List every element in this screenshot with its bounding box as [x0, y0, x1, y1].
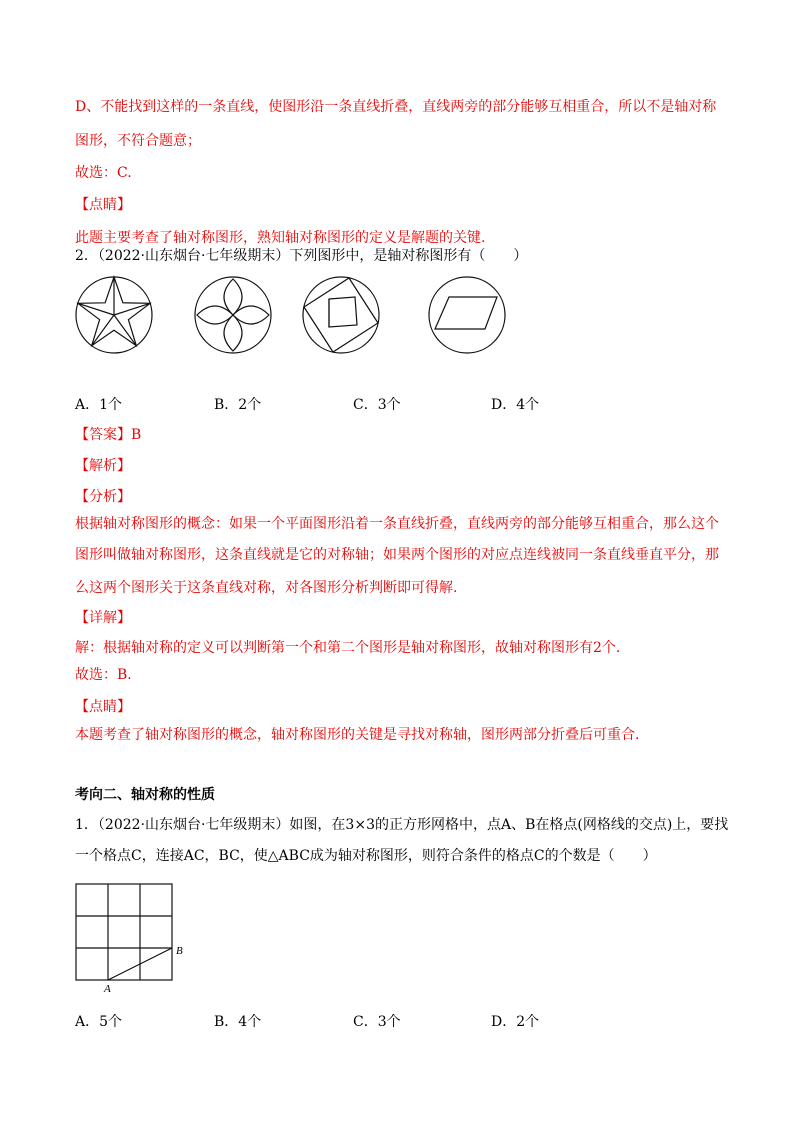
section2-q1-line1: 1．（2022·山东烟台·七年级期末）如图，在3×3的正方形网格中，点A、B在格点(网格线的交点)上，要找 — [75, 817, 729, 833]
grid-figure — [76, 884, 196, 994]
prev-solution-choose: 故选：C. — [75, 165, 132, 181]
q2-comment: 本题考查了轴对称图形的概念，轴对称图形的关键是寻找对称轴，图形两部分折叠后可重合. — [75, 727, 640, 743]
prev-solution-d-line1: D、不能找到这样的一条直线，使图形沿一条直线折叠，直线两旁的部分能够互相重合，所以不是轴对称 — [75, 99, 717, 115]
circle-star-icon — [74, 275, 154, 355]
prev-solution-comment-tag: 【点睛】 — [75, 197, 131, 213]
q2-option-d[interactable]: D．4个 — [491, 397, 540, 413]
s2-option-d[interactable]: D．2个 — [491, 1014, 540, 1030]
point-b-label: B — [176, 945, 183, 957]
circle-parallelogram-icon — [427, 275, 507, 355]
q2-option-b[interactable]: B．2个 — [214, 397, 262, 413]
q2-analysis-tag: 【解析】 — [75, 458, 131, 474]
q2-answer: 【答案】B — [75, 427, 142, 443]
q2-fenxi-line2: 图形叫做轴对称图形，这条直线就是它的对称轴；如果两个图形的对应点连线被同一条直线垂直平分，那 — [75, 547, 719, 563]
q2-choose: 故选：B. — [75, 667, 132, 683]
q2-fenxi-line3: 么这两个图形关于这条直线对称，对各图形分析判断即可得解. — [75, 580, 458, 596]
q2-detail: 解：根据轴对称的定义可以判断第一个和第二个图形是轴对称图形，故轴对称图形有2个. — [75, 640, 621, 656]
q2-fenxi-tag: 【分析】 — [75, 489, 131, 505]
q2-option-a[interactable]: A．1个 — [75, 397, 123, 413]
point-a-label: A — [104, 983, 111, 995]
circle-rotated-squares-icon — [301, 275, 381, 355]
s2-option-c[interactable]: C．3个 — [353, 1014, 401, 1030]
q2-detail-tag: 【详解】 — [75, 610, 131, 626]
prev-solution-comment: 此题主要考查了轴对称图形，熟知轴对称图形的定义是解题的关键. — [75, 230, 486, 246]
section2-title: 考向二、轴对称的性质 — [75, 787, 215, 803]
q2-option-c[interactable]: C．3个 — [353, 397, 401, 413]
grid-lines — [76, 884, 172, 980]
section2-q1-line2: 一个格点C，连接AC，BC，使△ABC成为轴对称图形，则符合条件的格点C的个数是（ ） — [75, 848, 657, 864]
s2-option-a[interactable]: A．5个 — [75, 1014, 123, 1030]
circle-four-petals-icon — [193, 275, 273, 355]
prev-solution-d-line2: 图形，不符合题意； — [75, 133, 201, 149]
q2-fenxi-line1: 根据轴对称图形的概念：如果一个平面图形沿着一条直线折叠，直线两旁的部分能够互相重合，那么这个 — [75, 516, 719, 532]
q2-stem: 2．（2022·山东烟台·七年级期末）下列图形中，是轴对称图形有（ ） — [75, 248, 528, 264]
q2-comment-tag: 【点睛】 — [75, 699, 131, 715]
s2-option-b[interactable]: B．4个 — [214, 1014, 262, 1030]
